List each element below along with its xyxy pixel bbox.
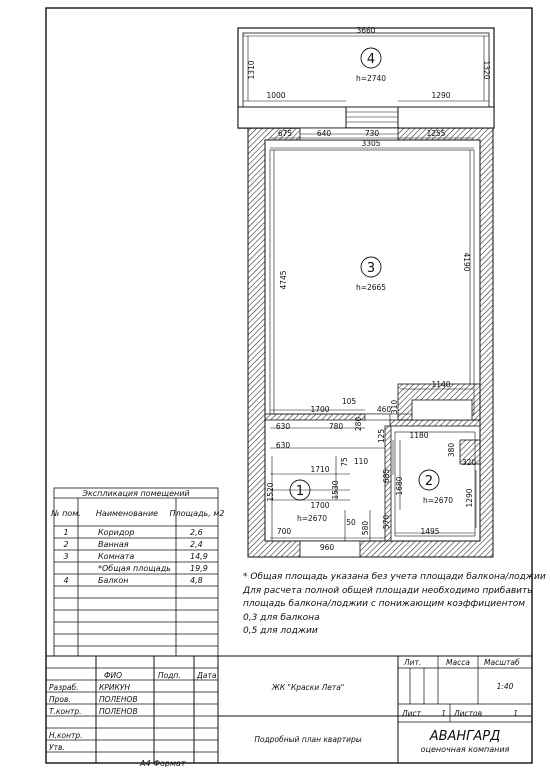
dim-310: 310 [390,399,399,415]
dim-1530: 1530 [331,480,340,500]
stamp-lit-label: Лит. [404,658,422,667]
dim-room-right: 4190 [462,252,471,272]
note-line-1: * Общая площадь указана без учета площади балкона/лоджии [243,572,546,582]
row-2-area: 2,4 [190,540,203,549]
dim-110: 110 [353,457,369,466]
dim-1180: 1180 [409,431,429,440]
dim-125: 125 [377,428,386,444]
note-line-4: 0,3 для балкона [243,612,320,623]
dim-700: 700 [276,527,292,536]
stamp-sheet-label: Лист [402,709,422,718]
room-1-height: h=2670 [296,514,328,523]
dim-730: 730 [364,129,380,138]
dim-320: 320 [461,458,477,467]
dim-balcony-bottom-right: 1290 [431,91,451,100]
row-1-name: Коридор [98,528,135,537]
note-line-2: Для расчета полной общей площади необходимо прибавить [243,585,533,596]
stamp-company-sub: оценочная компания [420,745,510,754]
stamp-role-5: Н.контр. [49,731,83,740]
dim-1680: 1680 [395,476,404,496]
stamp-col-data: Дата [197,671,217,680]
dim-630-a: 630 [275,422,291,431]
dim-1255: 1255 [426,129,446,138]
row-3-area: 14,9 [190,552,208,561]
stamp-name-2: ПОЛЕНОВ [99,695,138,704]
room-4-number: 4 [366,52,376,67]
row-3-num: 3 [63,552,69,561]
title-block-text [49,658,520,767]
note-line-3: площадь балкона/лоджии с понижающим коэффициентом [243,599,526,609]
row-total-name: *Общая площадь [98,564,171,573]
row-3-name: Комната [98,552,135,561]
dim-570: 570 [382,514,391,530]
dim-1520: 1520 [266,482,275,502]
row-4-name: Балкон [98,576,129,585]
header-area: Площадь, м2 [169,509,225,518]
stamp-sheets-value: 1 [513,709,518,718]
row-4-num: 4 [63,576,69,585]
stamp-role-1: Разраб. [49,683,79,692]
stamp-role-3: Т.контр. [49,707,82,716]
stamp-sheet-title: Подробный план квартиры [254,735,362,744]
dim-1700-a: 1700 [310,405,330,414]
area-note [243,571,546,639]
room-1-number: 1 [295,484,305,499]
header-num: № пом. [51,509,81,518]
row-1-area: 2,6 [190,528,203,537]
row-2-name: Ванная [98,540,129,549]
dim-1140: 1140 [431,380,451,389]
row-4-area: 4,8 [190,576,203,585]
dim-460: 460 [376,405,392,414]
stamp-scale-value: 1:40 [496,682,514,691]
dim-105: 105 [341,397,357,406]
dim-1290: 1290 [465,488,474,508]
stamp-name-1: КРИКУН [99,683,130,692]
apartment-walls [248,128,493,557]
stamp-scale-label: Масштаб [484,658,520,667]
room-3-number: 3 [366,261,376,276]
dim-640: 640 [316,129,332,138]
dim-630-b: 630 [275,441,291,450]
room-3-height: h=2665 [355,283,387,292]
note-line-5: 0,5 для лоджии [243,626,318,636]
dim-1495: 1495 [420,527,440,536]
stamp-mass-label: Масса [446,658,470,667]
dim-room-left: 4745 [279,270,288,290]
stamp-sheets-label: Листов [454,709,483,718]
dim-675: 675 [277,129,293,138]
row-total-area: 19,9 [190,564,208,573]
dim-380: 380 [447,442,456,458]
room-2-height: h=2670 [422,496,454,505]
format-label: А4 Формат [140,759,186,767]
room-4-height: h=2740 [355,74,387,83]
explication-title: Экспликация помещений [82,489,190,498]
dim-room-width: 3305 [361,139,381,148]
dim-1700-b: 1700 [310,501,330,510]
dim-balcony-width: 3660 [356,26,376,35]
dim-75: 75 [340,457,349,467]
stamp-sheet-value: 1 [441,709,446,718]
stamp-col-podp: Подп. [158,671,181,680]
header-name: Наименование [95,509,159,518]
explication-text [50,489,224,585]
stamp-col-fio: ФИО [104,671,122,680]
dim-960: 960 [319,543,335,552]
dim-balcony-right: 1320 [482,60,491,80]
stamp-company: АВАНГАРД [429,729,501,744]
row-2-num: 2 [63,540,69,549]
dim-1710: 1710 [310,465,330,474]
dim-balcony-bottom-left: 1000 [266,91,286,100]
dim-balcony-left: 1310 [247,60,256,80]
dim-685: 685 [382,468,391,484]
dim-580: 580 [361,520,370,536]
stamp-role-6: Утв. [49,743,65,752]
stamp-name-3: ПОЛЕНОВ [99,707,138,716]
row-1-num: 1 [63,528,69,537]
stamp-project: ЖК "Краски Лета" [271,683,345,692]
stamp-role-2: Пров. [49,695,71,704]
dim-280: 280 [354,416,363,432]
dim-50: 50 [346,518,356,527]
room-2-number: 2 [424,474,434,489]
dim-780: 780 [328,422,344,431]
